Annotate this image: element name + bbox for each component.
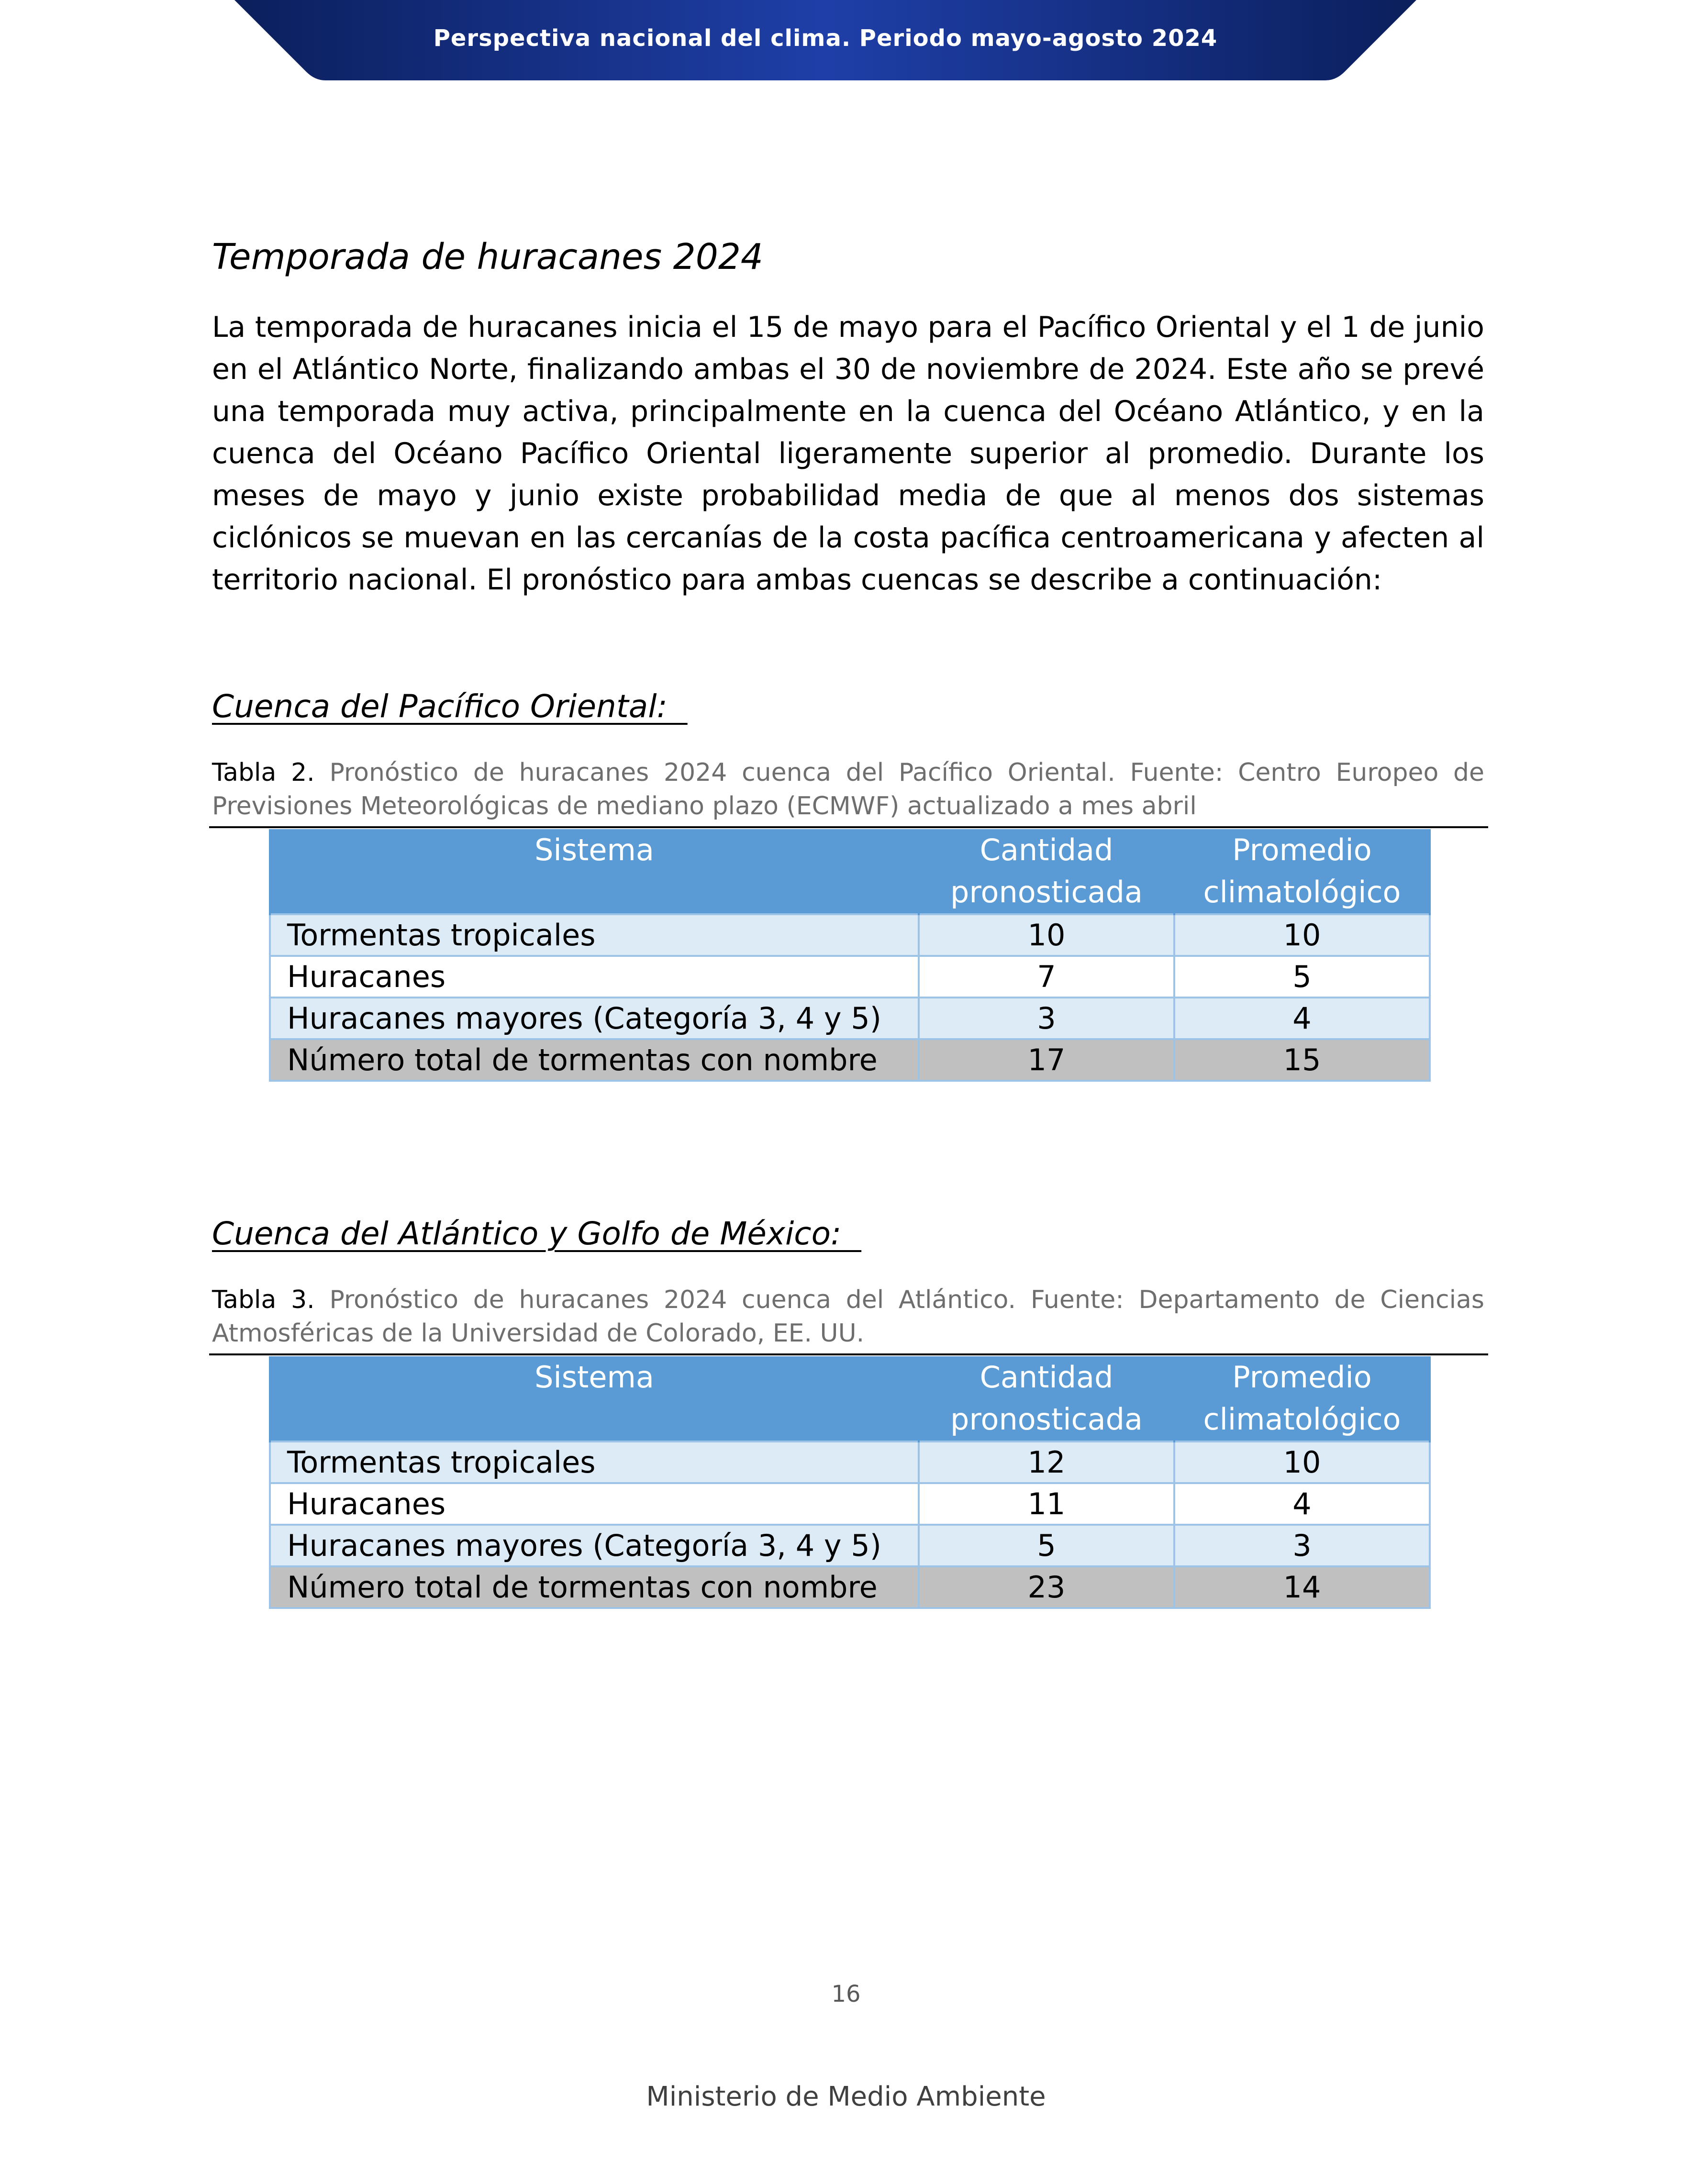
climatology-value: 10 <box>1174 914 1430 956</box>
pacific-forecast-table <box>269 829 1431 1082</box>
atlantic-caption <box>212 1283 1484 1350</box>
climatology-value: 5 <box>1174 956 1430 998</box>
pacific-caption-label: Tabla 2. <box>212 758 315 787</box>
atlantic-subtitle: Cuenca del Atlántico y Golfo de México: <box>212 1215 862 1252</box>
row-label: Huracanes <box>270 1483 919 1525</box>
forecast-value: 10 <box>919 914 1174 956</box>
row-label: Tormentas tropicales <box>270 914 919 956</box>
header-promedio: Promedio climatológico <box>1174 1356 1430 1441</box>
row-label: Número total de tormentas con nombre <box>270 1039 919 1081</box>
forecast-value: 5 <box>919 1525 1174 1566</box>
climatology-value: 15 <box>1174 1039 1430 1081</box>
climatology-value: 10 <box>1174 1441 1430 1483</box>
table-row <box>270 1441 1430 1483</box>
table-row <box>270 956 1430 998</box>
row-label: Huracanes mayores (Categoría 3, 4 y 5) <box>270 1525 919 1566</box>
row-label: Huracanes mayores (Categoría 3, 4 y 5) <box>270 998 919 1039</box>
table-row <box>270 998 1430 1039</box>
section-title: Temporada de huracanes 2024 <box>212 236 763 277</box>
page-number: 16 <box>831 1981 861 2007</box>
header-banner <box>234 0 1416 81</box>
table-total-row <box>270 1566 1430 1608</box>
table-total-row <box>270 1039 1430 1081</box>
table-row <box>270 1525 1430 1566</box>
header-sistema: Sistema <box>270 829 919 914</box>
pacific-caption-text: Pronóstico de huracanes 2024 cuenca del Pacífico Oriental. Fuente: Centro Europeo de Previsiones Meteorológicas de mediano plazo (ECMWF) actualizado a mes abril <box>212 758 1485 820</box>
header-promedio: Promedio climatológico <box>1174 829 1430 914</box>
climatology-value: 3 <box>1174 1525 1430 1566</box>
climatology-value: 14 <box>1174 1566 1430 1608</box>
forecast-value: 7 <box>919 956 1174 998</box>
footer-organization: Ministerio de Medio Ambiente <box>646 2081 1046 2112</box>
climatology-value: 4 <box>1174 998 1430 1039</box>
atlantic-forecast-table <box>269 1356 1431 1609</box>
row-label: Huracanes <box>270 956 919 998</box>
table-header-row <box>270 1356 1430 1441</box>
atlantic-caption-label: Tabla 3. <box>212 1286 315 1314</box>
pacific-table-rule <box>209 826 1488 828</box>
header-cantidad: Cantidad pronosticada <box>919 829 1174 914</box>
forecast-value: 12 <box>919 1441 1174 1483</box>
climatology-value: 4 <box>1174 1483 1430 1525</box>
forecast-value: 11 <box>919 1483 1174 1525</box>
header-title: Perspectiva nacional del clima. Periodo mayo-agosto 2024 <box>433 25 1218 52</box>
table-row <box>270 1483 1430 1525</box>
atlantic-table-rule <box>209 1353 1488 1355</box>
row-label: Tormentas tropicales <box>270 1441 919 1483</box>
intro-paragraph: La temporada de huracanes inicia el 15 de mayo para el Pacífico Oriental y el 1 de junio en el Atlántico Norte, finalizando ambas el 30 de noviembre de 2024. Este año se prevé una temporada muy activa, principalmente en la cuenca del Océano Atlántico, y en la cuenca del Océano Pacífico Oriental ligeramente superior al promedio. Durante los meses de mayo y junio existe probabilidad media de que al menos dos sistemas ciclónicos se muevan en las cercanías de la costa pacífica centroamericana y afecten al territorio nacional. El pronóstico para ambas cuencas se describe a continuación: <box>212 310 1484 597</box>
forecast-value: 3 <box>919 998 1174 1039</box>
forecast-value: 23 <box>919 1566 1174 1608</box>
atlantic-caption-text: Pronóstico de huracanes 2024 cuenca del Atlántico. Fuente: Departamento de Ciencias Atmosféricas de la Universidad de Colorado, EE. UU. <box>212 1286 1484 1348</box>
pacific-caption <box>212 756 1484 823</box>
header-sistema: Sistema <box>270 1356 919 1441</box>
forecast-value: 17 <box>919 1039 1174 1081</box>
row-label: Número total de tormentas con nombre <box>270 1566 919 1608</box>
header-cantidad: Cantidad pronosticada <box>919 1356 1174 1441</box>
table-row <box>270 914 1430 956</box>
pacific-subtitle: Cuenca del Pacífico Oriental: <box>212 688 688 725</box>
table-header-row <box>270 829 1430 914</box>
